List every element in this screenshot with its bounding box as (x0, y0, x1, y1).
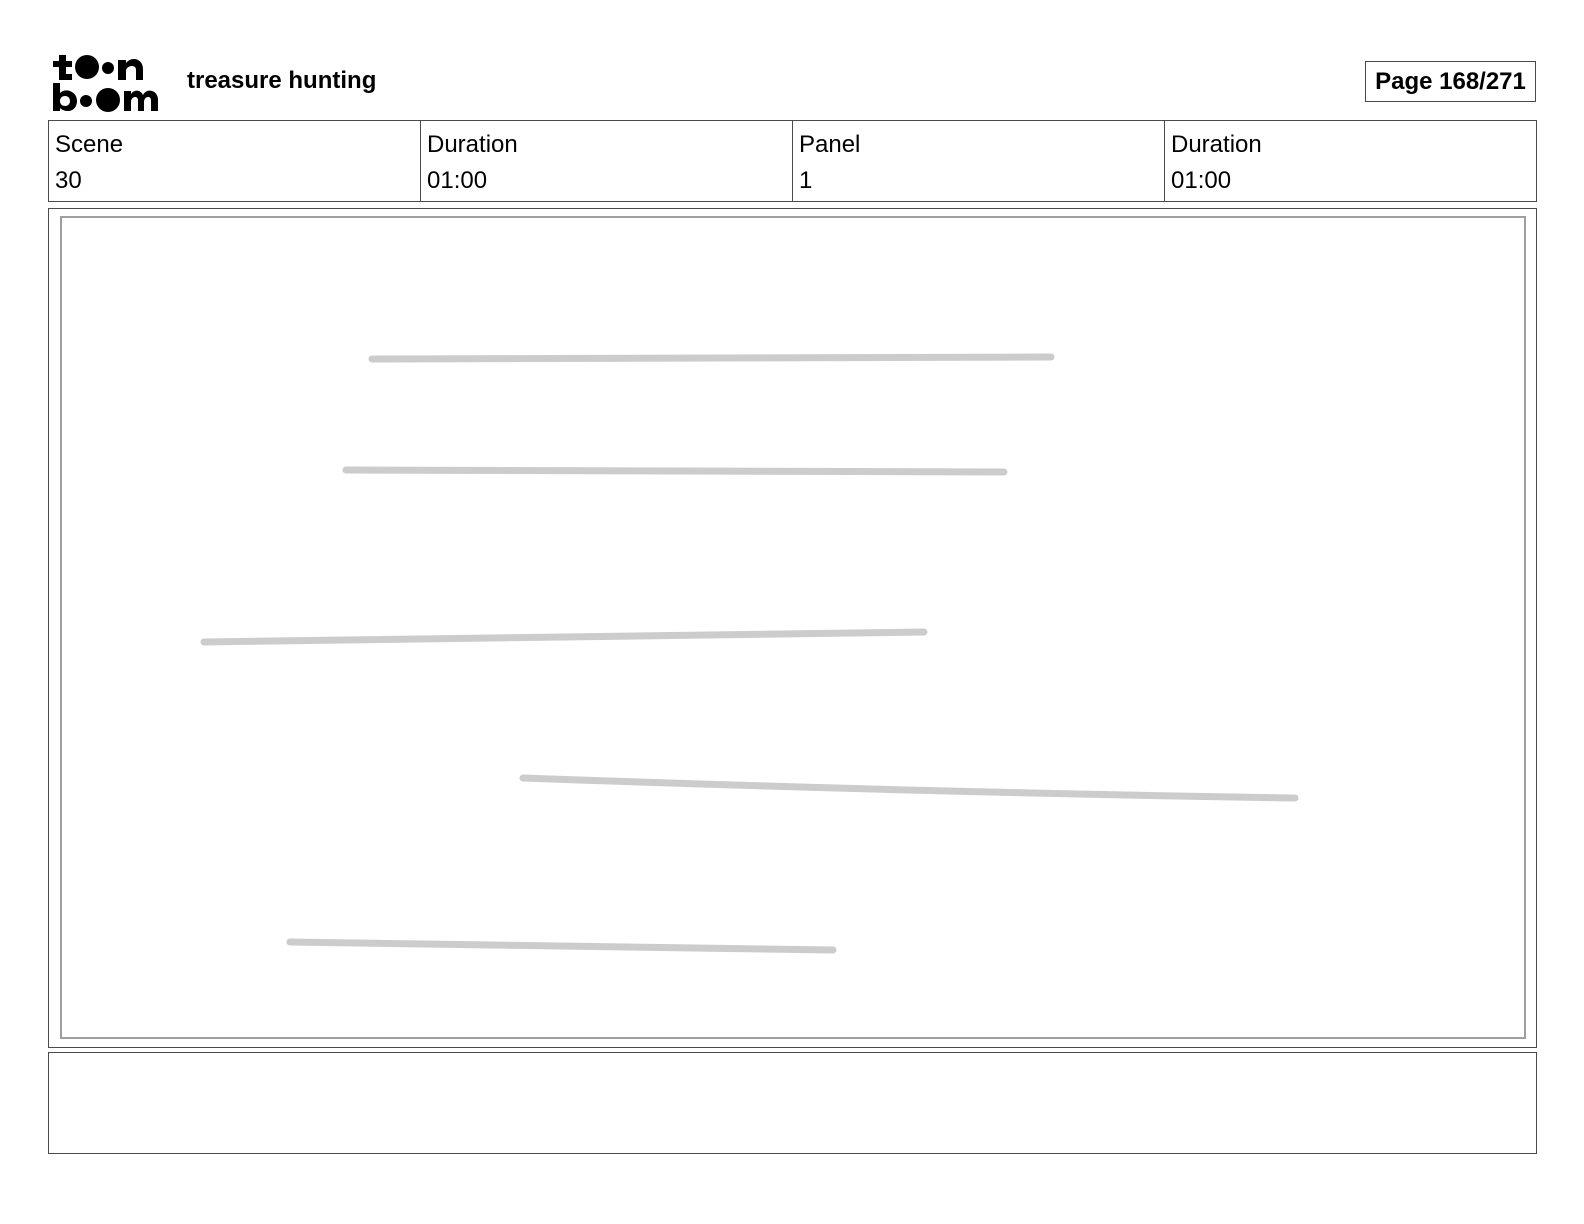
storyboard-panel-frame (48, 208, 1537, 1048)
panel-sketch (62, 218, 1524, 1037)
panel-label: Panel (799, 131, 861, 158)
panel-info-table (48, 120, 1537, 202)
scene-duration-label: Duration (427, 131, 518, 158)
scene-value: 30 (55, 167, 82, 194)
sketch-stroke (346, 470, 1004, 472)
toon-boom-logo (50, 50, 166, 114)
sketch-stroke (372, 357, 1051, 359)
panel-notes-box (48, 1052, 1537, 1154)
storyboard-panel-image (60, 216, 1526, 1039)
sketch-stroke (290, 942, 833, 950)
scene-cell (49, 121, 420, 201)
scene-duration-cell (420, 121, 792, 201)
project-title: treasure hunting (187, 67, 377, 94)
panel-cell (792, 121, 1164, 201)
panel-duration-cell (1164, 121, 1536, 201)
panel-duration-value: 01:00 (1171, 167, 1232, 194)
scene-label: Scene (55, 131, 124, 158)
toon-boom-logo-mark (50, 50, 166, 114)
scene-duration-value: 01:00 (427, 167, 488, 194)
page-indicator: Page 168/271 (1365, 61, 1536, 102)
panel-duration-label: Duration (1171, 131, 1262, 158)
panel-value: 1 (799, 167, 813, 194)
sketch-stroke (204, 632, 924, 642)
sketch-stroke (523, 778, 1295, 798)
